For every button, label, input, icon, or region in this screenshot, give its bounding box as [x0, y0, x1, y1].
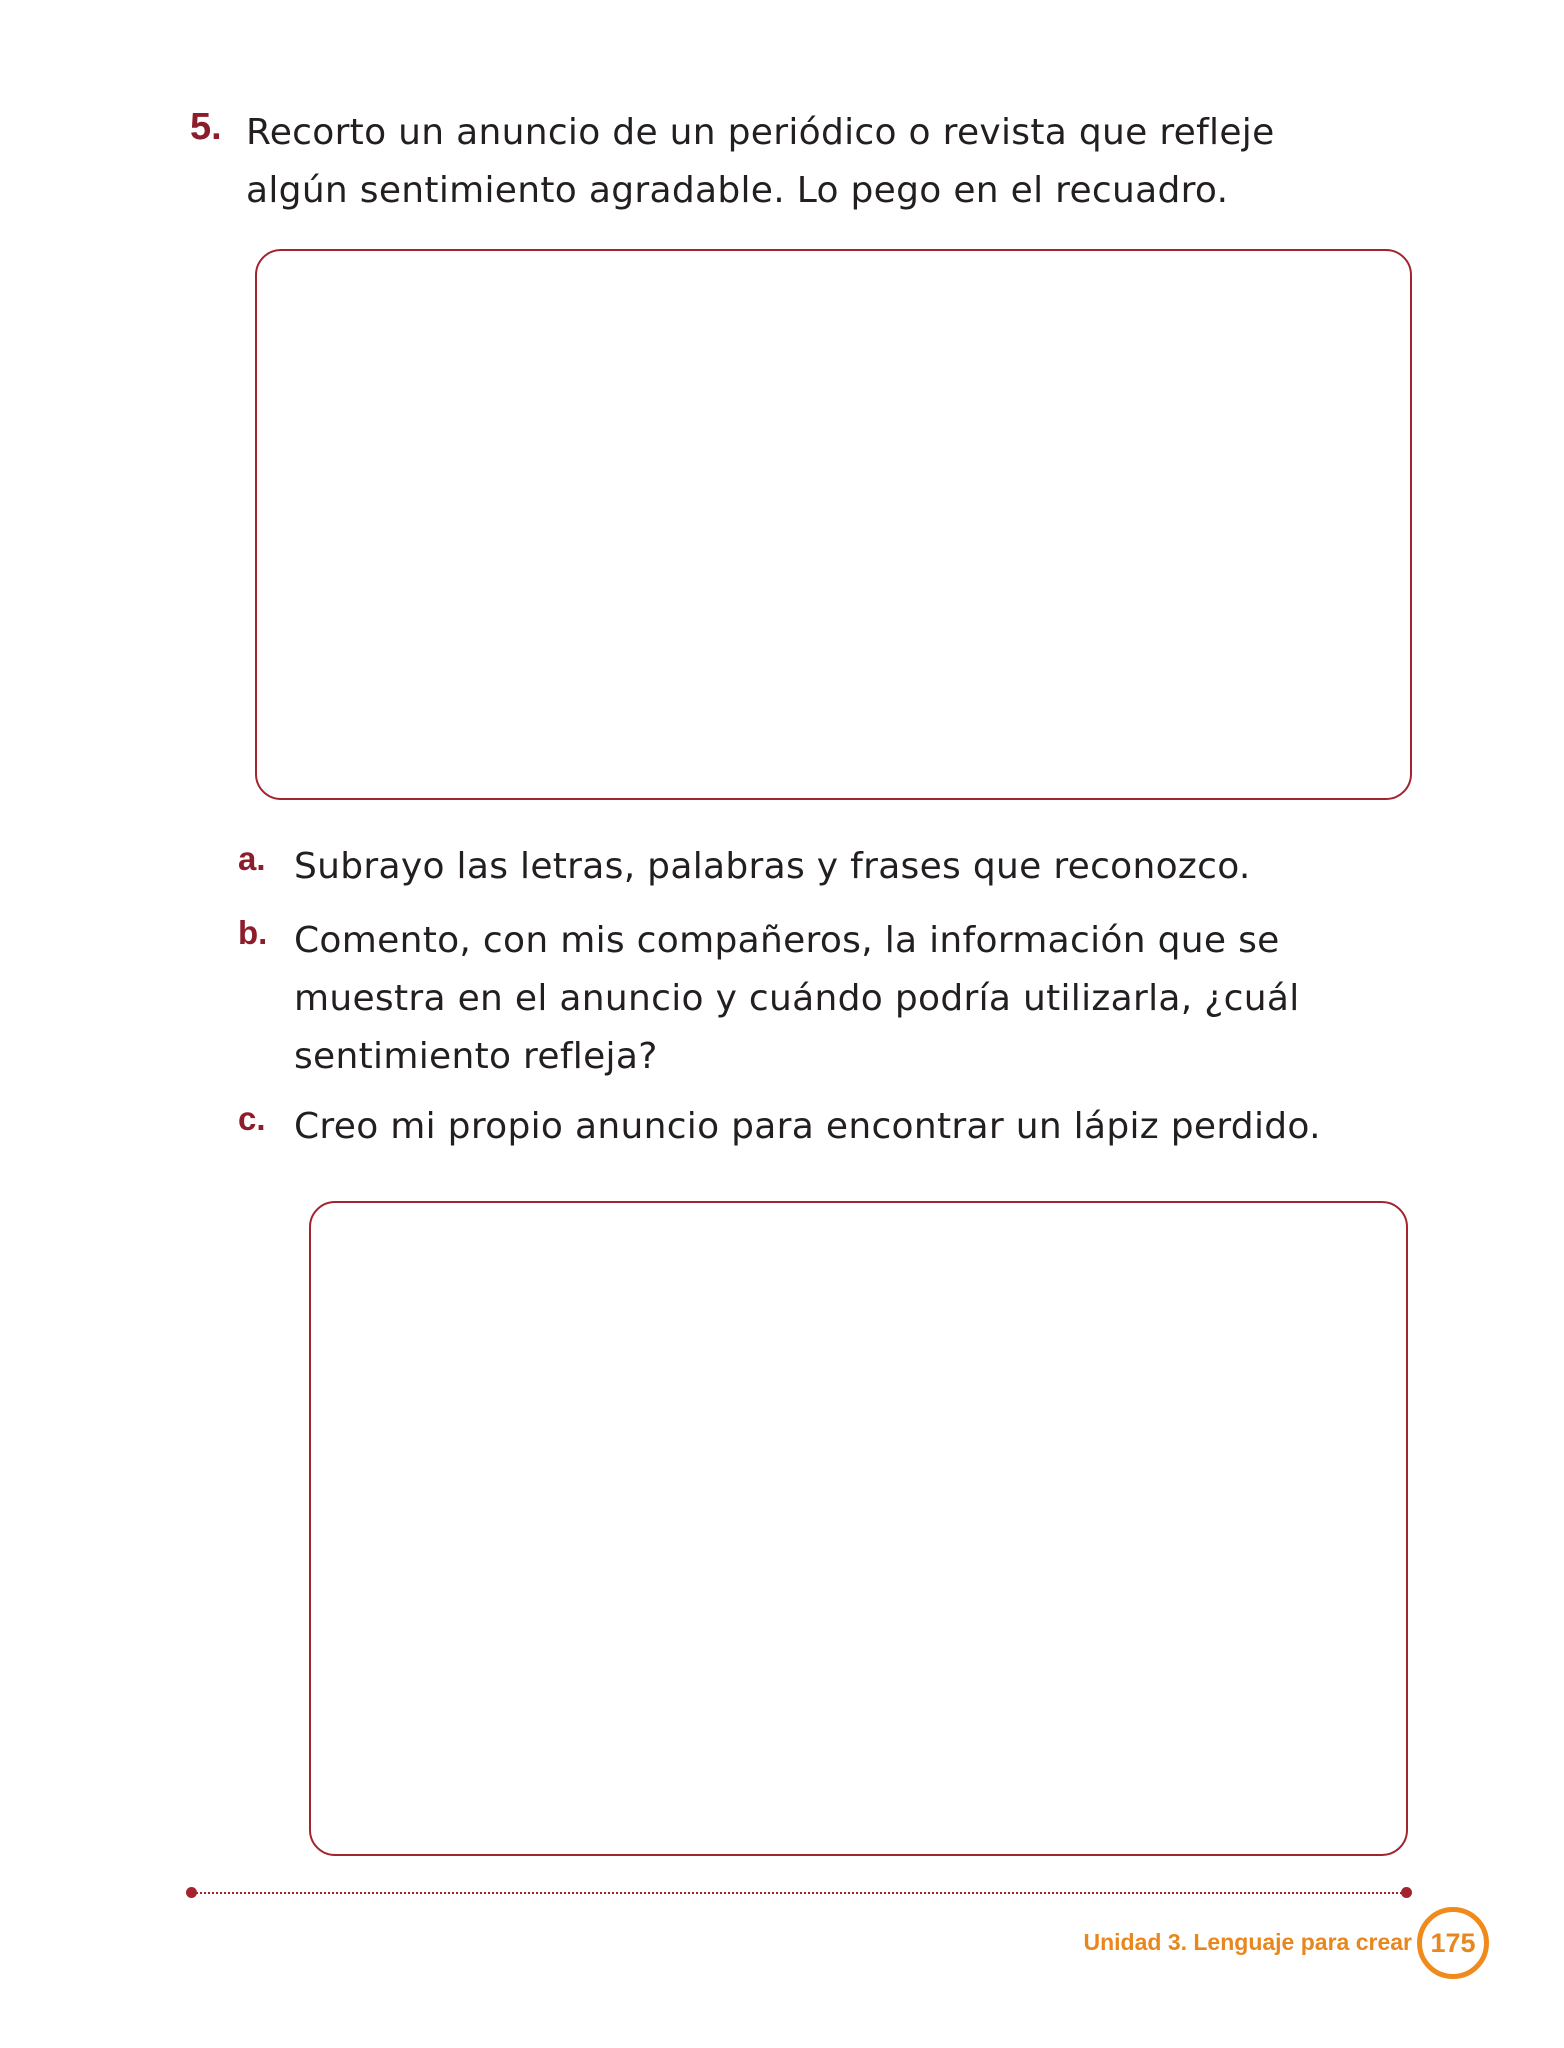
- subitem-text: Creo mi propio anuncio para encontrar un lápiz perdido.: [294, 1106, 1321, 1147]
- subitem-text: Comento, con mis compañeros, la información que se muestra en el anuncio y cuándo podría utilizarla, ¿cuál sentimiento refleja?: [294, 920, 1300, 1077]
- paste-ad-box[interactable]: [255, 249, 1412, 800]
- page-number-badge: [1417, 1907, 1489, 1979]
- divider-dot-right: [1401, 1887, 1412, 1898]
- subitem-letter: c.: [238, 1100, 266, 1137]
- exercise-number: 5.: [190, 106, 222, 148]
- unit-label: Unidad 3. Lenguaje para crear: [1083, 1929, 1412, 1955]
- page-number: 175: [1430, 1927, 1476, 1958]
- create-ad-box[interactable]: [309, 1201, 1408, 1856]
- footer-divider: [192, 1892, 1406, 1894]
- subitem-letter: b.: [238, 914, 268, 951]
- subitem-letter: a.: [238, 840, 266, 877]
- subitem-text: Subrayo las letras, palabras y frases que reconozco.: [294, 846, 1251, 887]
- divider-dot-left: [186, 1887, 197, 1898]
- exercise-instruction: Recorto un anuncio de un periódico o revista que refleje algún sentimiento agradable. Lo pego en el recuadro.: [246, 112, 1275, 211]
